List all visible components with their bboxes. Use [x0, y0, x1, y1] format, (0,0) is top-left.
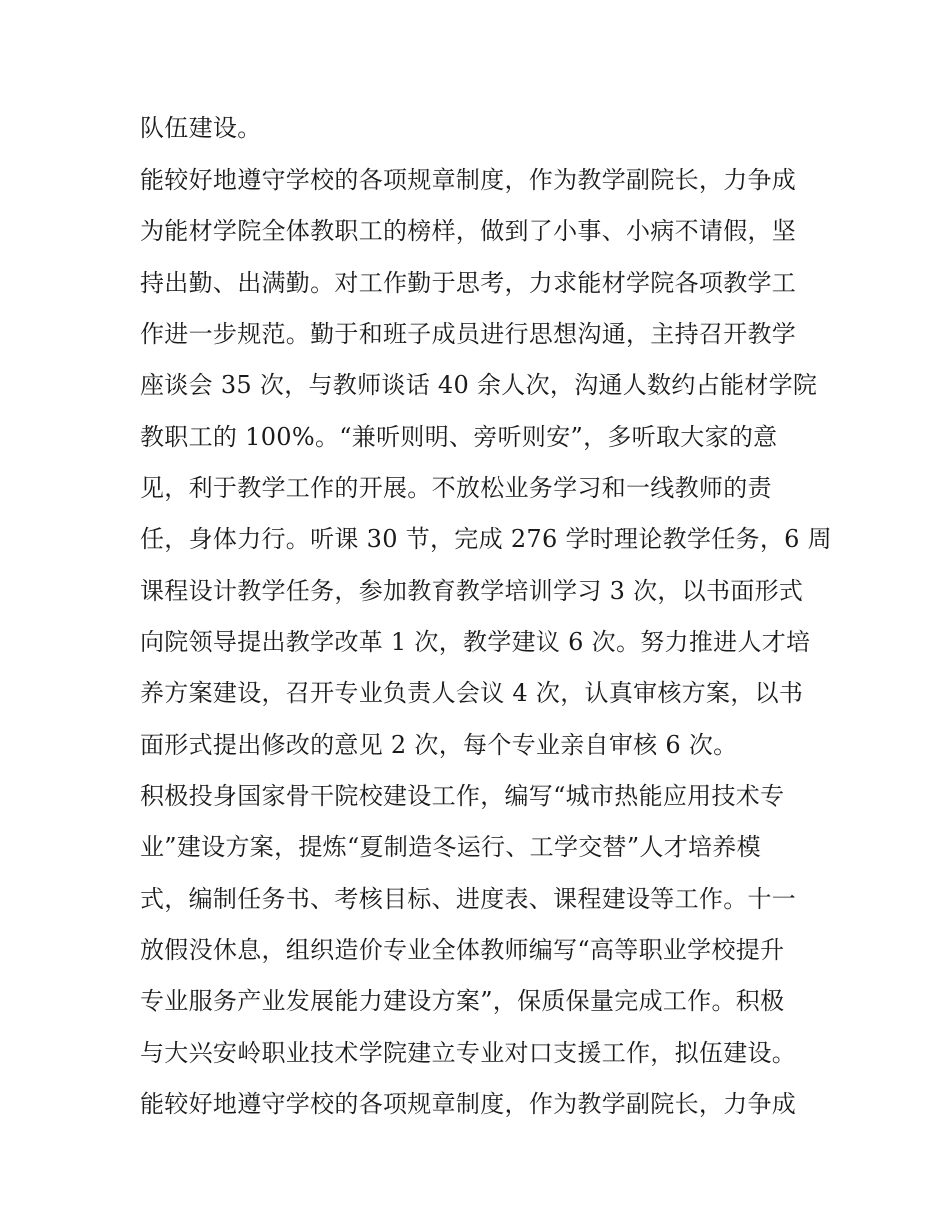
text-line: 向院领导提出教学改革 1 次，教学建议 6 次。努力推进人才培: [140, 628, 811, 656]
text-line: 能较好地遵守学校的各项规章制度，作为教学副院长，力争成: [140, 1090, 797, 1118]
text-line: 为能材学院全体教职工的榜样，做到了小事、小病不请假，坚: [140, 217, 797, 245]
text-line: 见，利于教学工作的开展。不放松业务学习和一线教师的责: [140, 474, 772, 502]
text-line: 面形式提出修改的意见 2 次，每个专业亲自审核 6 次。: [140, 731, 738, 759]
text-line: 专业服务产业发展能力建设方案”，保质保量完成工作。积极: [140, 987, 785, 1015]
text-line: 座谈会 35 次，与教师谈话 40 余人次，沟通人数约占能材学院: [140, 371, 818, 399]
text-line: 能较好地遵守学校的各项规章制度，作为教学副院长，力争成: [140, 166, 797, 194]
text-line: 教职工的 100%。“兼听则明、旁听则安”，多听取大家的意: [140, 423, 778, 451]
text-line: 持出勤、出满勤。对工作勤于思考，力求能材学院各项教学工: [140, 269, 797, 297]
text-line: 放假没休息，组织造价专业全体教师编写“高等职业学校提升: [140, 936, 785, 964]
text-line: 积极投身国家骨干院校建设工作，编写“城市热能应用技术专: [140, 782, 785, 810]
text-line: 作进一步规范。勤于和班子成员进行思想沟通，主持召开教学: [140, 320, 797, 348]
text-line: 养方案建设，召开专业负责人会议 4 次，认真审核方案，以书: [140, 679, 804, 707]
text-line: 业”建设方案，提炼“夏制造冬运行、工学交替”人才培养模: [140, 833, 761, 861]
text-line: 式，编制任务书、考核目标、进度表、课程建设等工作。十一: [140, 885, 797, 913]
text-line: 课程设计教学任务，参加教育教学培训学习 3 次，以书面形式: [140, 577, 804, 605]
text-line: 任，身体力行。听课 30 节，完成 276 学时理论教学任务，6 周: [140, 525, 832, 553]
text-line: 队伍建设。: [140, 114, 262, 142]
text-line: 与大兴安岭职业技术学院建立专业对口支援工作，拟伍建设。: [140, 1039, 797, 1067]
